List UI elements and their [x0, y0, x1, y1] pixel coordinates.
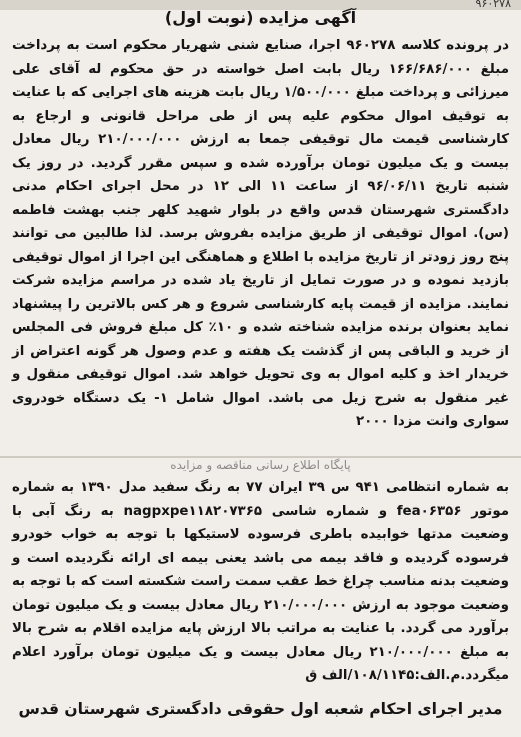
notice-title: آگهی مزایده (نوبت اول)	[164, 8, 357, 27]
notice-body-continued: به شماره انتظامی ۹۴۱ س ۳۹ ایران ۷۷ به رنگ سفید مدل ۱۳۹۰ به شماره موتور fea۰۶۳۵۶ و شماره شاسی nagpxpe۱۱۸۲۰۷۳۶۵ به رنگ آبی با وضعیت مدتها خوابیده باطری فرسوده لاستیکها با توجه به خواب خودرو فرسوده گردیده و فاقد بیمه می باشد یعنی بیمه ای ارائه نگردیده است و وضعیت بدنه مناسب چراغ خط عقب سمت راست شکسته است که با توجه به وضعیت موجود به ارزش ۲۱۰/۰۰۰/۰۰۰ ریال معادل بیست و یک میلیون تومان برآورد می گردد. با عنایت به مراتب بالا ارزش پایه مزایده اقلام به شرح بالا به مبلغ ۲۱۰/۰۰۰/۰۰۰ ریال معادل بیست و یک میلیون تومان برآورد اعلام میگردد.م.الف:۱۰۸/۱۱۴۵/الف ق	[12, 480, 510, 683]
notice-body: در پرونده کلاسه ۹۶۰۲۷۸ اجرا، صنایع شنی شهریار محکوم است به پرداخت مبلغ ۱۶۶/۶۸۶/۰۰۰ ریال بابت اصل خواسته در حق محکوم له آقای علی میرزائی و پرداخت مبلغ ۱/۵۰۰/۰۰۰ ریال بابت هزینه های اجرایی که با عنایت به توقیف اموال محکوم علیه پس از طی مراحل قانونی و ارجاع به کارشناسی قیمت مال توقیفی جمعا به ارزش ۲۱۰/۰۰۰/۰۰۰ ریال معادل بیست و یک میلیون تومان برآورده شده و سپس مقرر گردید. در روز یک شنبه تاریخ ۹۶/۰۶/۱۱ از ساعت ۱۱ الی ۱۲ در محل اجرای احکام مدنی دادگستری شهرستان قدس واقع در بلوار شهید کلهر جنب بهشت فاطمه (س). اموال توقیفی از طریق مزایده بفروش برسد. لذا طالبین می توانند پنج روز زودتر از تاریخ مزایده با اطلاع و هماهنگی این اجرا از اموال توقیفی بازدید نموده و در صورت تمایل از تاریخ یاد شده در مراسم مزایده شرکت نمایند. مزایده از قیمت پایه کارشناسی شروع و هر کس بالاترین را پیشنهاد نماید بعنوان برنده مزایده شناخته شده و ۱۰٪ کل مبلغ فروش فی المجلس از خرید و الباقی پس از گذشت یک هفته و عدم وصول هر گونه اعتراض از خریدار اخذ و کلیه اموال به وی تحویل خواهد شد. اموال توقیفی منقول و غیر منقول به شرح زیل می باشد. اموال شامل ۱- یک دستگاه خودروی سواری وانت مزدا ۲۰۰۰	[12, 38, 510, 429]
watermark-text: پایگاه اطلاع رسانی مناقصه و مزایده	[170, 458, 351, 472]
signature-line: مدیر اجرای احکام شعبه اول حقوقی دادگستری شهرستان قدس	[18, 700, 503, 718]
reference-number: ۹۶۰۲۷۸	[475, 0, 511, 10]
